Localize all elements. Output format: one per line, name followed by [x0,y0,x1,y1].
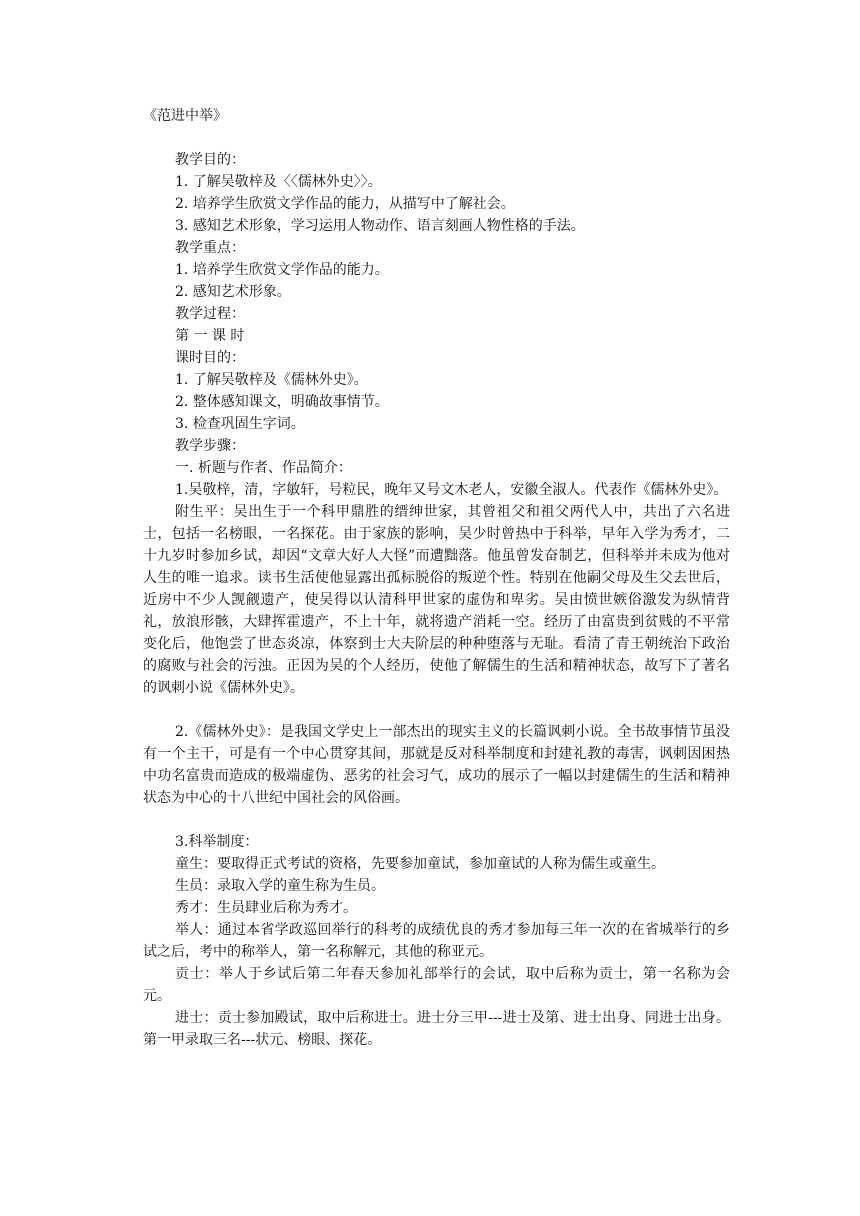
exam-item: 贡士：举人于乡试后第二年春天参加礼部举行的会试，取中后称为贡士，第一名称为会元。 [143,966,730,1004]
exam-item: 生员：录取入学的童生称为生员。 [175,878,385,894]
steps-heading: 教学步骤： [175,438,245,454]
goal-item: 1. 了解吴敬梓及〈〈儒林外史〉〉。 [175,174,382,190]
lesson-label: 第 一 课 时 [175,328,245,344]
exam-item: 秀才：生员肆业后称为秀才。 [175,900,357,916]
lesson-goal-item: 3. 检查巩固生字词。 [175,416,305,432]
document-title: 《范进中举》 [143,108,227,124]
blank-line [143,809,730,831]
blank-line [143,699,730,721]
focus-item: 1. 培养学生欣赏文学作品的能力。 [175,262,389,278]
exam-item: 举人：通过本省学政巡回举行的科考的成绩优良的秀才参加每三年一次的在省城举行的乡试之后，考中的称举人，第一名称解元，其他的称亚元。 [143,922,730,960]
goals-heading: 教学目的： [175,152,245,168]
process-heading: 教学过程： [175,306,245,322]
focus-item: 2. 感知艺术形象。 [175,284,291,300]
author-intro-paragraph: 1.吴敬梓，清，字敏轩，号粒民，晚年又号文木老人，安徽全淑人。代表作《儒林外史》。 [175,482,728,498]
book-intro-paragraph: 2.《儒林外史》：是我国文学史上一部杰出的现实主义的长篇讽刺小说。全书故事情节虽没有一个主干，可是有一个中心贯穿其间，那就是反对科举制度和封建礼教的毒害，讽刺因困热中功名富贵而造成的极端虚伪、恶劣的社会习气，成功的展示了一幅以封建儒生的生活和精神状态为中心的十八世纪中国社会的风俗画。 [143,724,730,806]
focus-heading: 教学重点： [175,240,245,256]
lesson-goal-item: 2. 整体感知课文，明确故事情节。 [175,394,389,410]
exam-heading: 3.科举制度： [175,834,259,850]
lesson-goal-item: 1. 了解吴敬梓及《儒林外史》。 [175,372,368,388]
goal-item: 3. 感知艺术形象，学习运用人物动作、语言刻画人物性格的手法。 [175,218,585,234]
goal-item: 2. 培养学生欣赏文学作品的能力，从描写中了解社会。 [175,196,515,212]
biography-paragraph: 附生平：吴出生于一个科甲鼎胜的缙绅世家，其曾祖父和祖父两代人中，共出了六名进士，包括一名榜眼，一名探花。由于家族的影响，吴少时曾热中于科举，早年入学为秀才，二十九岁时参加乡试，却因“文章大好人大怪”而遭黜落。他虽曾发奋制艺，但科举并未成为他对人生的唯一追求。读书生活使他显露出孤标脱俗的叛逆个性。特别在他嗣父母及生父去世后，近房中不少人觊觎遗产，使吴得以认清科甲世家的虚伪和卑劣。吴由愤世嫉俗激发为纵情背礼，放浪形骸，大肆挥霍遗产，不上十年，就将遗产消耗一空。经历了由富贵到贫贱的不平常变化后，他饱尝了世态炎凉，体察到士大夫阶层的种种堕落与无耻。看清了青王朝统治下政治的腐败与社会的污浊。正因为吴的个人经历，使他了解儒生的生活和精神状态，故写下了著名的讽刺小说《儒林外史》。 [143,504,730,696]
exam-item: 童生：要取得正式考试的资格，先要参加童试，参加童试的人称为儒生或童生。 [175,856,665,872]
document-body [143,149,730,1051]
section1-heading: 一. 析题与作者、作品简介： [175,460,352,476]
exam-item: 进士：贡士参加殿试，取中后称进士。进士分三甲---进士及第、进士出身、同进士出身。第一甲录取三名---状元、榜眼、探花。 [143,1010,730,1048]
lesson-goals-heading: 课时目的： [175,350,245,366]
